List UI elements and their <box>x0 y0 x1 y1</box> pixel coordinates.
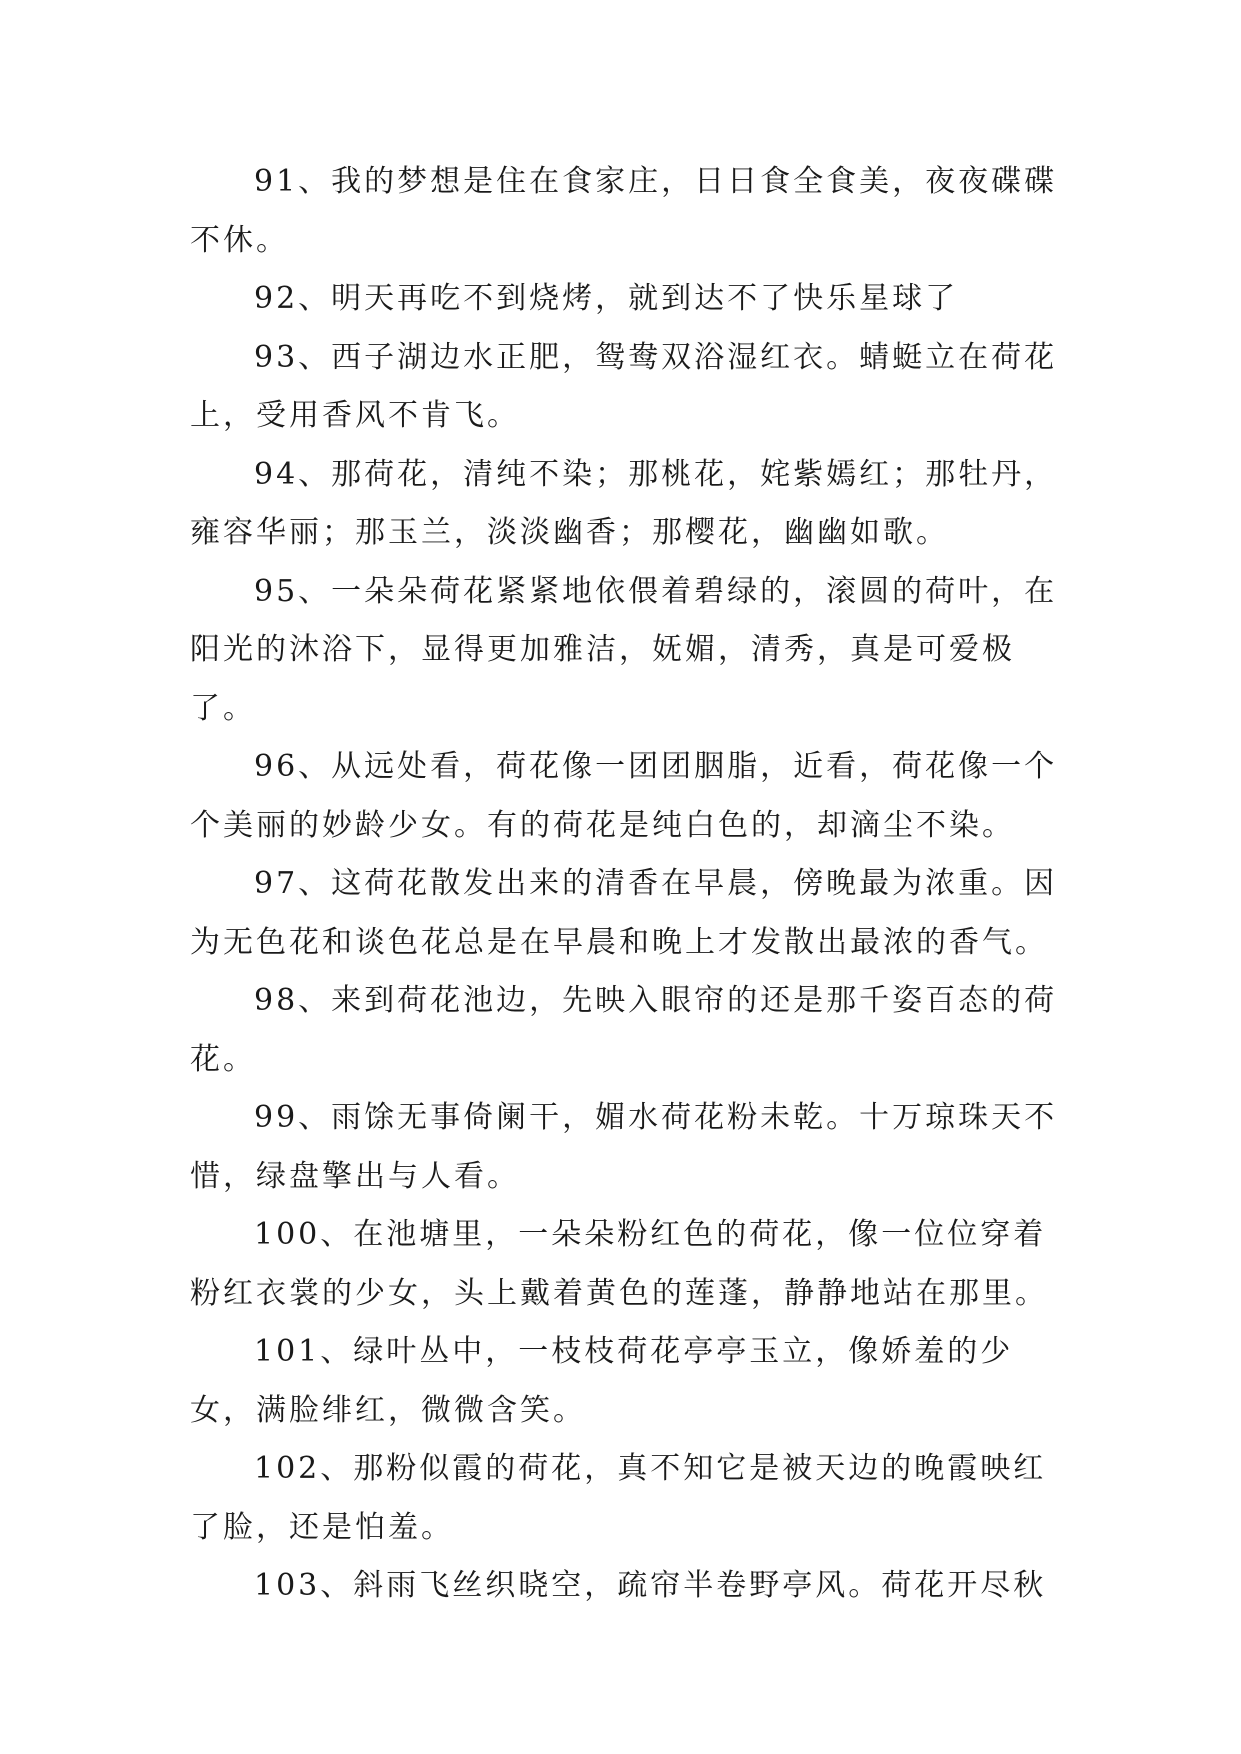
paragraph-94: 94、那荷花，清纯不染；那桃花，姹紫嫣红；那牡丹，雍容华丽；那玉兰，淡淡幽香；那樱花，幽幽如歌。 <box>190 456 1058 550</box>
paragraph-91: 91、我的梦想是住在食家庄，日日食全食美，夜夜碟碟不休。 <box>190 164 1058 258</box>
paragraph-99: 99、雨馀无事倚阑干，媚水荷花粉未乾。十万琼珠天不惜，绿盘擎出与人看。 <box>190 1100 1058 1194</box>
paragraph-97: 97、这荷花散发出来的清香在早晨，傍晚最为浓重。因为无色花和谈色花总是在早晨和晚上才发散出最浓的香气。 <box>190 866 1058 960</box>
paragraph-95: 95、一朵朵荷花紧紧地依偎着碧绿的，滚圆的荷叶，在阳光的沐浴下，显得更加雅洁，妩媚，清秀，真是可爱极了。 <box>190 573 1058 726</box>
paragraph-100: 100、在池塘里，一朵朵粉红色的荷花，像一位位穿着粉红衣裳的少女，头上戴着黄色的莲蓬，静静地站在那里。 <box>190 1217 1048 1311</box>
paragraph-103: 103、斜雨飞丝织晓空，疏帘半卷野亭风。荷花开尽秋 <box>254 1568 1047 1603</box>
document-body <box>190 153 1060 1616</box>
paragraph-102: 102、那粉似霞的荷花，真不知它是被天边的晚霞映红了脸，还是怕羞。 <box>190 1451 1047 1545</box>
paragraph-92: 92、明天再吃不到烧烤，就到达不了快乐星球了 <box>254 281 959 316</box>
paragraph-96: 96、从远处看，荷花像一团团胭脂，近看，荷花像一个个美丽的妙龄少女。有的荷花是纯白色的，却滴尘不染。 <box>190 749 1058 843</box>
paragraph-98: 98、来到荷花池边，先映入眼帘的还是那千姿百态的荷花。 <box>190 983 1058 1077</box>
paragraph-101: 101、绿叶丛中，一枝枝荷花亭亭玉立，像娇羞的少女，满脸绯红，微微含笑。 <box>190 1334 1014 1428</box>
paragraph-93: 93、西子湖边水正肥，鸳鸯双浴湿红衣。蜻蜓立在荷花上，受用香风不肯飞。 <box>190 339 1058 433</box>
